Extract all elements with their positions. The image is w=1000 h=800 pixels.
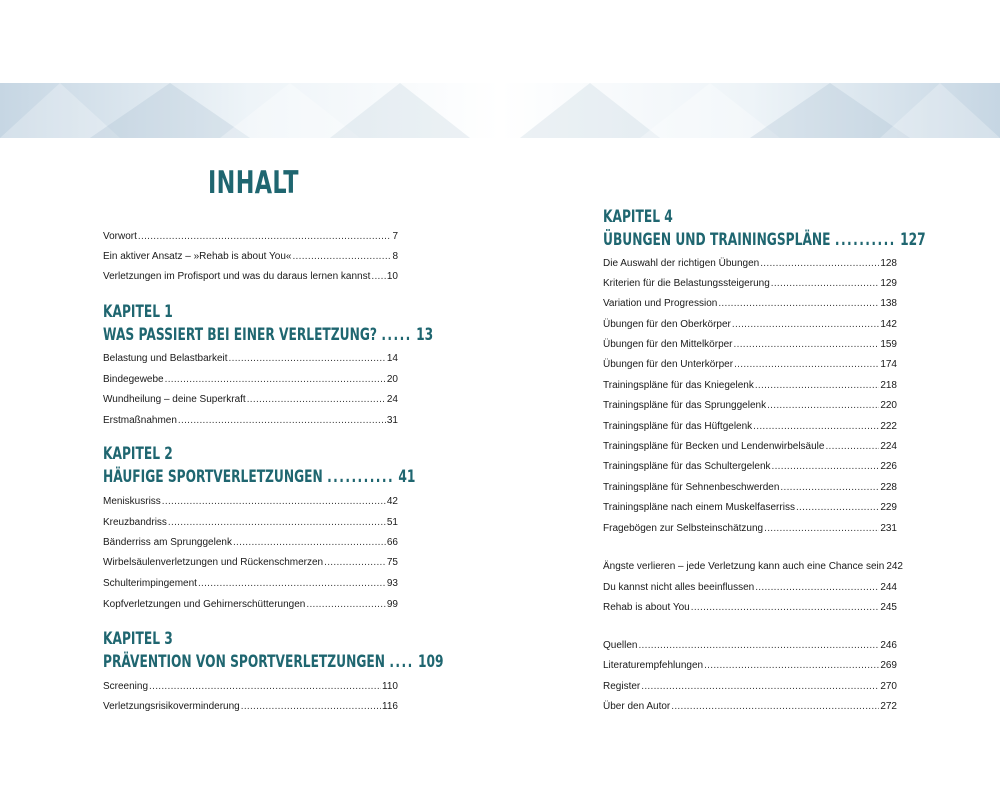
toc-entry-page: 75 — [386, 557, 398, 568]
toc-entry[interactable] — [603, 680, 897, 694]
toc-entry-label: Kreuzbandriss — [103, 517, 167, 528]
toc-entry-page: 218 — [880, 380, 897, 391]
chapter-1-heading[interactable]: WAS PASSIERT BEI EINER VERLETZUNG? ..... 13 — [103, 325, 434, 345]
toc-entry[interactable] — [603, 338, 897, 352]
toc-entry-page: 31 — [386, 415, 398, 426]
toc-entry[interactable] — [603, 297, 897, 311]
toc-entry-label: Verletzungen im Profisport und was du daraus lernen kannst — [103, 271, 371, 282]
toc-entry-label: Die Auswahl der richtigen Übungen — [603, 258, 760, 269]
toc-entry-page: 129 — [880, 278, 897, 289]
toc-entry-label: Wirbelsäulenverletzungen und Rückenschmerzen — [103, 557, 324, 568]
toc-entry[interactable] — [103, 700, 398, 714]
toc-entry-page: 246 — [880, 640, 897, 651]
chapter-2-number: KAPITEL 2 — [103, 444, 173, 464]
chapter-4-heading[interactable]: ÜBUNGEN UND TRAININGSPLÄNE .......... 127 — [603, 230, 926, 250]
toc-entry[interactable] — [603, 399, 897, 413]
toc-entry-page: 42 — [386, 496, 398, 507]
toc-entry-label: Wundheilung – deine Superkraft — [103, 394, 246, 405]
chapter-4-number: KAPITEL 4 — [603, 207, 673, 227]
toc-entry-page: 270 — [880, 681, 897, 692]
toc-entry-label: Vorwort — [103, 231, 137, 242]
toc-entry-page: 142 — [880, 319, 897, 330]
toc-entry-label: Screening — [103, 681, 149, 692]
toc-entry[interactable] — [603, 639, 897, 653]
toc-entry-page: 244 — [880, 582, 897, 593]
toc-entry-page: 116 — [382, 701, 398, 712]
toc-entry-page: 220 — [880, 400, 897, 411]
toc-entry-page: 51 — [386, 517, 398, 528]
toc-entry[interactable] — [603, 659, 897, 673]
toc-entry-label: Kopfverletzungen und Gehirnerschütterungen — [103, 599, 306, 610]
toc-entry-label: Erstmaßnahmen — [103, 415, 177, 426]
toc-entry[interactable] — [103, 516, 398, 530]
chapter-3-heading[interactable]: PRÄVENTION VON SPORTVERLETZUNGEN .... 109 — [103, 652, 444, 672]
header-banner — [0, 83, 1000, 138]
toc-entry-label: Trainingspläne für Becken und Lendenwirbelsäule — [603, 441, 825, 452]
toc-entry-label: Register — [603, 681, 641, 692]
toc-entry[interactable] — [603, 318, 897, 332]
toc-entry-label: Trainingspläne nach einem Muskelfaserriss — [603, 502, 795, 513]
toc-entry-page: 269 — [880, 660, 897, 671]
toc-entry-label: Trainingspläne für das Sprunggelenk — [603, 400, 767, 411]
toc-entry[interactable] — [603, 700, 897, 714]
toc-entry[interactable] — [603, 581, 897, 595]
toc-entry[interactable] — [103, 598, 398, 612]
toc-entry-page: 8 — [392, 251, 398, 262]
toc-entry[interactable] — [103, 495, 398, 509]
toc-entry-label: Übungen für den Oberkörper — [603, 319, 731, 330]
toc-entry[interactable] — [103, 577, 398, 591]
toc-entry-label: Quellen — [603, 640, 638, 651]
toc-title: INHALT — [208, 165, 299, 201]
toc-entry[interactable] — [103, 680, 398, 694]
toc-entry-label: Belastung und Belastbarkeit — [103, 353, 228, 364]
toc-entry-label: Literaturempfehlungen — [603, 660, 704, 671]
toc-entry[interactable] — [603, 420, 897, 434]
toc-entry-ansatz[interactable] — [103, 250, 398, 264]
toc-entry-page: 110 — [382, 681, 398, 692]
toc-entry-label: Trainingspläne für das Kniegelenk — [603, 380, 754, 391]
toc-entry-page: 159 — [880, 339, 897, 350]
chapter-3-number: KAPITEL 3 — [103, 629, 173, 649]
toc-entry-page: 174 — [880, 359, 897, 370]
toc-entry-label: Variation und Progression — [603, 298, 718, 309]
toc-entry[interactable] — [103, 536, 398, 550]
toc-entry[interactable] — [603, 481, 897, 495]
toc-entry-label: Trainingspläne für das Schultergelenk — [603, 461, 771, 472]
toc-entry-page: 99 — [386, 599, 398, 610]
toc-entry-page: 226 — [880, 461, 897, 472]
toc-entry-label: Übungen für den Unterkörper — [603, 359, 734, 370]
toc-entry-label: Fragebögen zur Selbsteinschätzung — [603, 523, 764, 534]
toc-entry-label: Bindegewebe — [103, 374, 164, 385]
toc-entry[interactable] — [103, 393, 398, 407]
toc-entry-page: 229 — [880, 502, 897, 513]
toc-entry-page: 224 — [880, 441, 897, 452]
chapter-page: 109 — [418, 652, 444, 672]
chapter-1-number: KAPITEL 1 — [103, 302, 173, 322]
toc-entry-page: 138 — [880, 298, 897, 309]
toc-entry-label: Schulterimpingement — [103, 578, 197, 589]
toc-entry-page: 245 — [880, 602, 897, 613]
chapter-page: 127 — [900, 230, 926, 250]
toc-entry[interactable] — [603, 460, 897, 474]
toc-entry[interactable] — [603, 601, 897, 615]
chapter-title: HÄUFIGE SPORTVERLETZUNGEN — [103, 467, 323, 487]
toc-entry-page: 228 — [880, 482, 897, 493]
toc-entry-page: 272 — [880, 701, 897, 712]
toc-entry[interactable] — [603, 440, 897, 454]
toc-entry-page: 24 — [386, 394, 398, 405]
toc-entry-label: Rehab is about You — [603, 602, 690, 613]
chapter-page: 41 — [398, 467, 416, 487]
toc-entry[interactable] — [603, 379, 897, 393]
chapter-page: 13 — [416, 325, 434, 345]
toc-entry-label: Ein aktiver Ansatz – »Rehab is about You« — [103, 251, 292, 262]
toc-entry-page: 66 — [386, 537, 398, 548]
toc-entry[interactable] — [603, 522, 897, 536]
toc-entry[interactable] — [103, 414, 398, 428]
toc-entry-label: Bänderriss am Sprunggelenk — [103, 537, 232, 548]
toc-entry-page: 93 — [386, 578, 398, 589]
toc-entry-page: 242 — [886, 561, 903, 572]
chapter-title: ÜBUNGEN UND TRAININGSPLÄNE — [603, 230, 831, 250]
toc-entry[interactable] — [103, 352, 398, 366]
toc-entry-page: 222 — [880, 421, 897, 432]
toc-entry-vorwort[interactable] — [103, 230, 398, 244]
toc-entry[interactable] — [603, 257, 897, 271]
toc-entry-page: 14 — [386, 353, 398, 364]
toc-entry[interactable] — [603, 560, 903, 574]
toc-entry-page: 10 — [386, 271, 398, 282]
toc-entry-label: Meniskusriss — [103, 496, 161, 507]
toc-entry-label: Kriterien für die Belastungssteigerung — [603, 278, 770, 289]
toc-entry-label: Trainingspläne für das Hüftgelenk — [603, 421, 753, 432]
toc-entry[interactable] — [103, 373, 398, 387]
toc-entry-label: Übungen für den Mittelkörper — [603, 339, 733, 350]
toc-entry-page: 7 — [392, 231, 398, 242]
toc-entry-profisport[interactable] — [103, 270, 398, 284]
chapter-title: WAS PASSIERT BEI EINER VERLETZUNG? — [103, 325, 377, 345]
toc-entry-page: 231 — [880, 523, 897, 534]
toc-entry-label: Ängste verlieren – jede Verletzung kann auch eine Chance sein — [603, 561, 885, 572]
toc-entry-label: Verletzungsrisikoverminderung — [103, 701, 240, 712]
toc-entry-page: 20 — [386, 374, 398, 385]
toc-entry-page: 128 — [880, 258, 897, 269]
toc-entry-label: Über den Autor — [603, 701, 671, 712]
toc-entry-label: Trainingspläne für Sehnenbeschwerden — [603, 482, 780, 493]
toc-entry-label: Du kannst nicht alles beeinflussen — [603, 582, 755, 593]
chapter-2-heading[interactable]: HÄUFIGE SPORTVERLETZUNGEN ........... 41 — [103, 467, 416, 487]
toc-entry[interactable] — [603, 277, 897, 291]
toc-entry[interactable] — [603, 501, 897, 515]
banner-pattern — [0, 83, 1000, 138]
toc-entry[interactable] — [103, 556, 398, 570]
toc-entry[interactable] — [603, 358, 897, 372]
chapter-title: PRÄVENTION VON SPORTVERLETZUNGEN — [103, 652, 385, 672]
